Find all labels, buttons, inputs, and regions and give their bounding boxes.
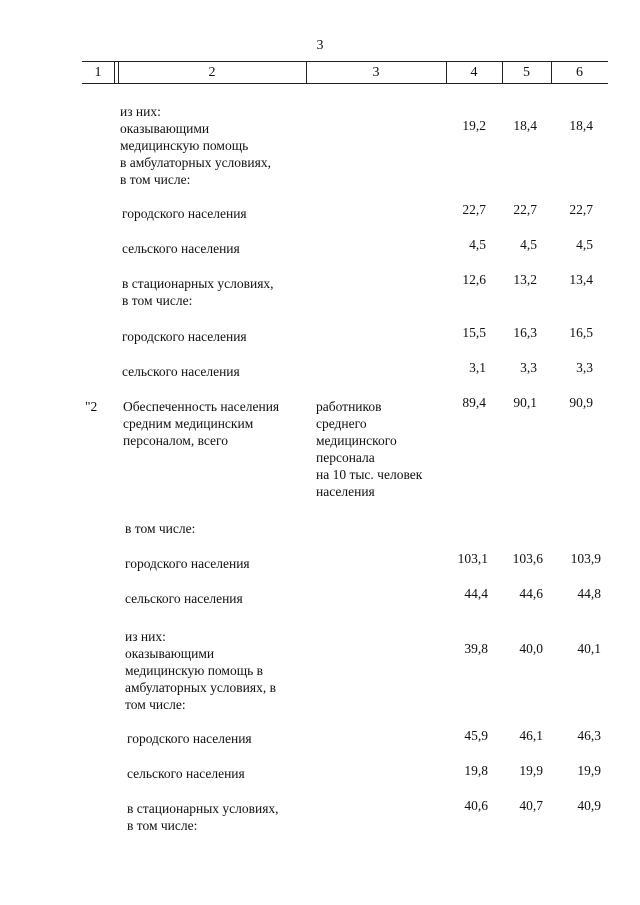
value-col-6: 40,9 [577, 798, 601, 813]
value-col-4: 3,1 [469, 360, 486, 375]
row-label: Обеспеченность населения средним медицинским персоналом, всего [123, 399, 280, 448]
value-col-4: 12,6 [462, 272, 486, 287]
header-col-4: 4 [470, 65, 478, 80]
value-col-5: 103,6 [512, 551, 543, 566]
header-top-border [82, 61, 608, 62]
header-col-5: 5 [523, 65, 530, 80]
row-label: городского населения [122, 329, 247, 344]
header-col-6: 6 [576, 65, 583, 80]
row-label: городского населения [122, 206, 247, 221]
value-col-4: 45,9 [464, 728, 488, 743]
value-col-6: 19,9 [577, 763, 601, 778]
row-label: городского населения [127, 731, 252, 746]
value-col-4: 4,5 [469, 237, 486, 252]
value-col-6: 13,4 [569, 272, 593, 287]
row-label: сельского населения [127, 766, 245, 781]
value-col-4: 15,5 [462, 325, 486, 340]
header-col-3: 3 [372, 65, 380, 80]
value-col-5: 4,5 [520, 237, 537, 252]
value-col-5: 16,3 [513, 325, 537, 340]
row-label: в стационарных условиях, в том числе: [122, 276, 274, 308]
value-col-4: 89,4 [462, 395, 486, 410]
value-col-6: 3,3 [576, 360, 593, 375]
row-unit: работников среднего медицинского персонала на 10 тыс. человек населения [316, 399, 423, 499]
header-col-1: 1 [94, 65, 102, 80]
row-label: из них: оказывающими медицинскую помощь в амбулаторных условиях, в том числе: [120, 104, 271, 187]
header-col-2: 2 [208, 65, 216, 80]
value-col-4: 39,8 [464, 641, 488, 656]
value-col-5: 40,0 [519, 641, 543, 656]
value-col-6: 103,9 [570, 551, 601, 566]
value-col-5: 13,2 [513, 272, 537, 287]
row-label: в том числе: [125, 521, 196, 536]
value-col-6: 16,5 [569, 325, 593, 340]
value-col-5: 40,7 [519, 798, 543, 813]
value-col-5: 22,7 [513, 202, 537, 217]
value-col-6: 90,9 [569, 395, 593, 410]
value-col-4: 44,4 [464, 586, 488, 601]
value-col-5: 44,6 [519, 586, 543, 601]
value-col-4: 19,2 [462, 118, 486, 133]
value-col-5: 46,1 [519, 728, 543, 743]
value-col-6: 18,4 [569, 118, 593, 133]
value-col-6: 4,5 [576, 237, 593, 252]
row-number: "2 [85, 399, 98, 414]
row-label: городского населения [125, 556, 250, 571]
value-col-6: 44,8 [577, 586, 601, 601]
value-col-6: 40,1 [577, 641, 601, 656]
page-number: 3 [316, 38, 324, 53]
row-label: сельского населения [122, 364, 240, 379]
row-label: в стационарных условиях, в том числе: [127, 801, 279, 833]
value-col-4: 103,1 [457, 551, 488, 566]
value-col-6: 22,7 [569, 202, 593, 217]
value-col-4: 19,8 [464, 763, 488, 778]
value-col-5: 3,3 [520, 360, 537, 375]
value-col-6: 46,3 [577, 728, 601, 743]
value-col-5: 90,1 [513, 395, 537, 410]
row-label: из них: оказывающими медицинскую помощь в амбулаторных условиях, в том числе: [125, 629, 276, 712]
row-label: сельского населения [125, 591, 243, 606]
header-divider [114, 61, 115, 84]
header-bottom-border [82, 83, 608, 84]
value-col-5: 18,4 [513, 118, 537, 133]
value-col-5: 19,9 [519, 763, 543, 778]
value-col-4: 22,7 [462, 202, 486, 217]
row-label: сельского населения [122, 241, 240, 256]
value-col-4: 40,6 [464, 798, 488, 813]
